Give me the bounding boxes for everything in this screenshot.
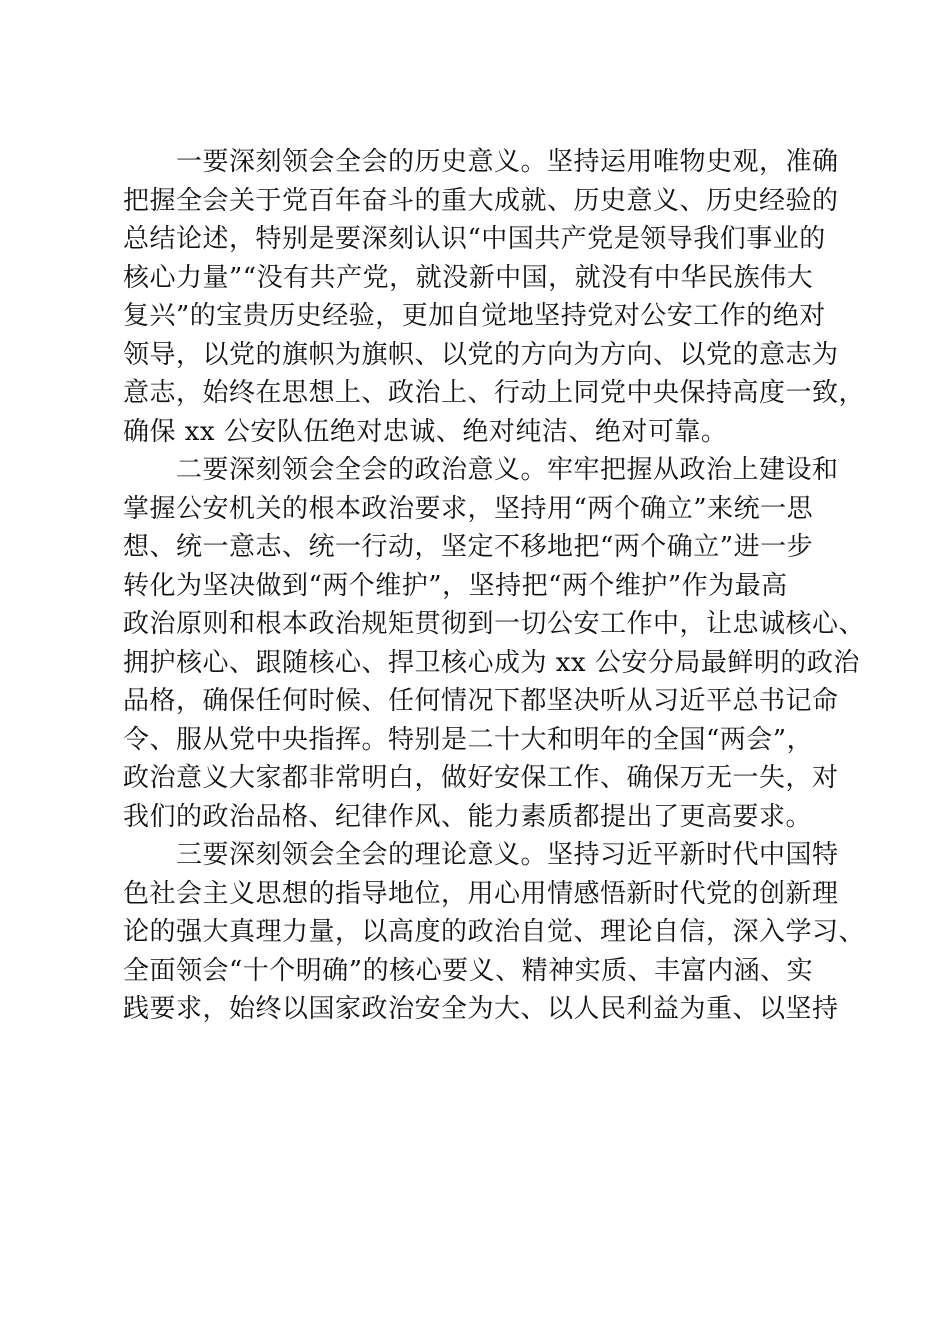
text-line: 核心力量”“没有共产党，就没新中国，就没有中华民族伟大 [123, 262, 814, 293]
text-line: 品格，确保任何时候、任何情况下都坚决听从习近平总书记命 [123, 686, 839, 716]
document-body [123, 143, 866, 1029]
paragraph-political-significance [123, 451, 866, 836]
paragraph-historical-significance [123, 143, 866, 451]
text-line: 我们的政治品格、纪律作风、能力素质都提出了更高要求。 [123, 801, 813, 832]
text-line: 总结论述，特别是要深刻认识“中国共产党是领导我们事业的 [123, 224, 826, 254]
text-line: 全面领会“十个明确”的核心要义、精神实质、丰富内涵、实 [123, 955, 814, 986]
text-line: 一要深刻领会全会的历史意义。坚持运用唯物史观，准确 [176, 147, 839, 177]
text-line: 令、服从党中央指挥。特别是二十大和明年的全国“两会”， [123, 724, 814, 755]
text-line: 二要深刻领会全会的政治意义。牢牢把握从政治上建设和 [176, 455, 839, 485]
text-line: 论的强大真理力量，以高度的政治自觉、理论自信，深入学习、 [123, 917, 866, 947]
text-line: 领导，以党的旗帜为旗帜、以党的方向为方向、以党的意志为 [123, 339, 839, 370]
text-line: 意志，始终在思想上、政治上、行动上同党中央保持高度一致， [123, 378, 866, 408]
text-line: 确保 xx 公安队伍绝对忠诚、绝对纯洁、绝对可靠。 [123, 416, 728, 447]
text-line: 拥护核心、跟随核心、捍卫核心成为 xx 公安分局最鲜明的政治 [123, 647, 860, 678]
text-line: 三要深刻领会全会的理论意义。坚持习近平新时代中国特 [176, 840, 839, 870]
text-line: 政治意义大家都非常明白，做好安保工作、确保万无一失，对 [123, 763, 839, 793]
text-line: 政治原则和根本政治规矩贯彻到一切公安工作中，让忠诚核心、 [123, 609, 866, 639]
text-line: 践要求，始终以国家政治安全为大、以人民利益为重、以坚持 [123, 994, 839, 1024]
text-line: 把握全会关于党百年奋斗的重大成就、历史意义、历史经验的 [123, 185, 839, 216]
text-line: 转化为坚决做到“两个维护”，坚持把“两个维护”作为最高 [123, 570, 788, 601]
text-line: 复兴”的宝贵历史经验，更加自觉地坚持党对公安工作的绝对 [123, 301, 826, 331]
paragraph-theoretical-significance [123, 836, 866, 1029]
text-line: 想、统一意志、统一行动，坚定不移地把“两个确立”进一步 [123, 532, 814, 562]
text-line: 掌握公安机关的根本政治要求，坚持用“两个确立”来统一思 [123, 493, 814, 524]
text-line: 色社会主义思想的指导地位，用心用情感悟新时代党的创新理 [123, 878, 839, 909]
